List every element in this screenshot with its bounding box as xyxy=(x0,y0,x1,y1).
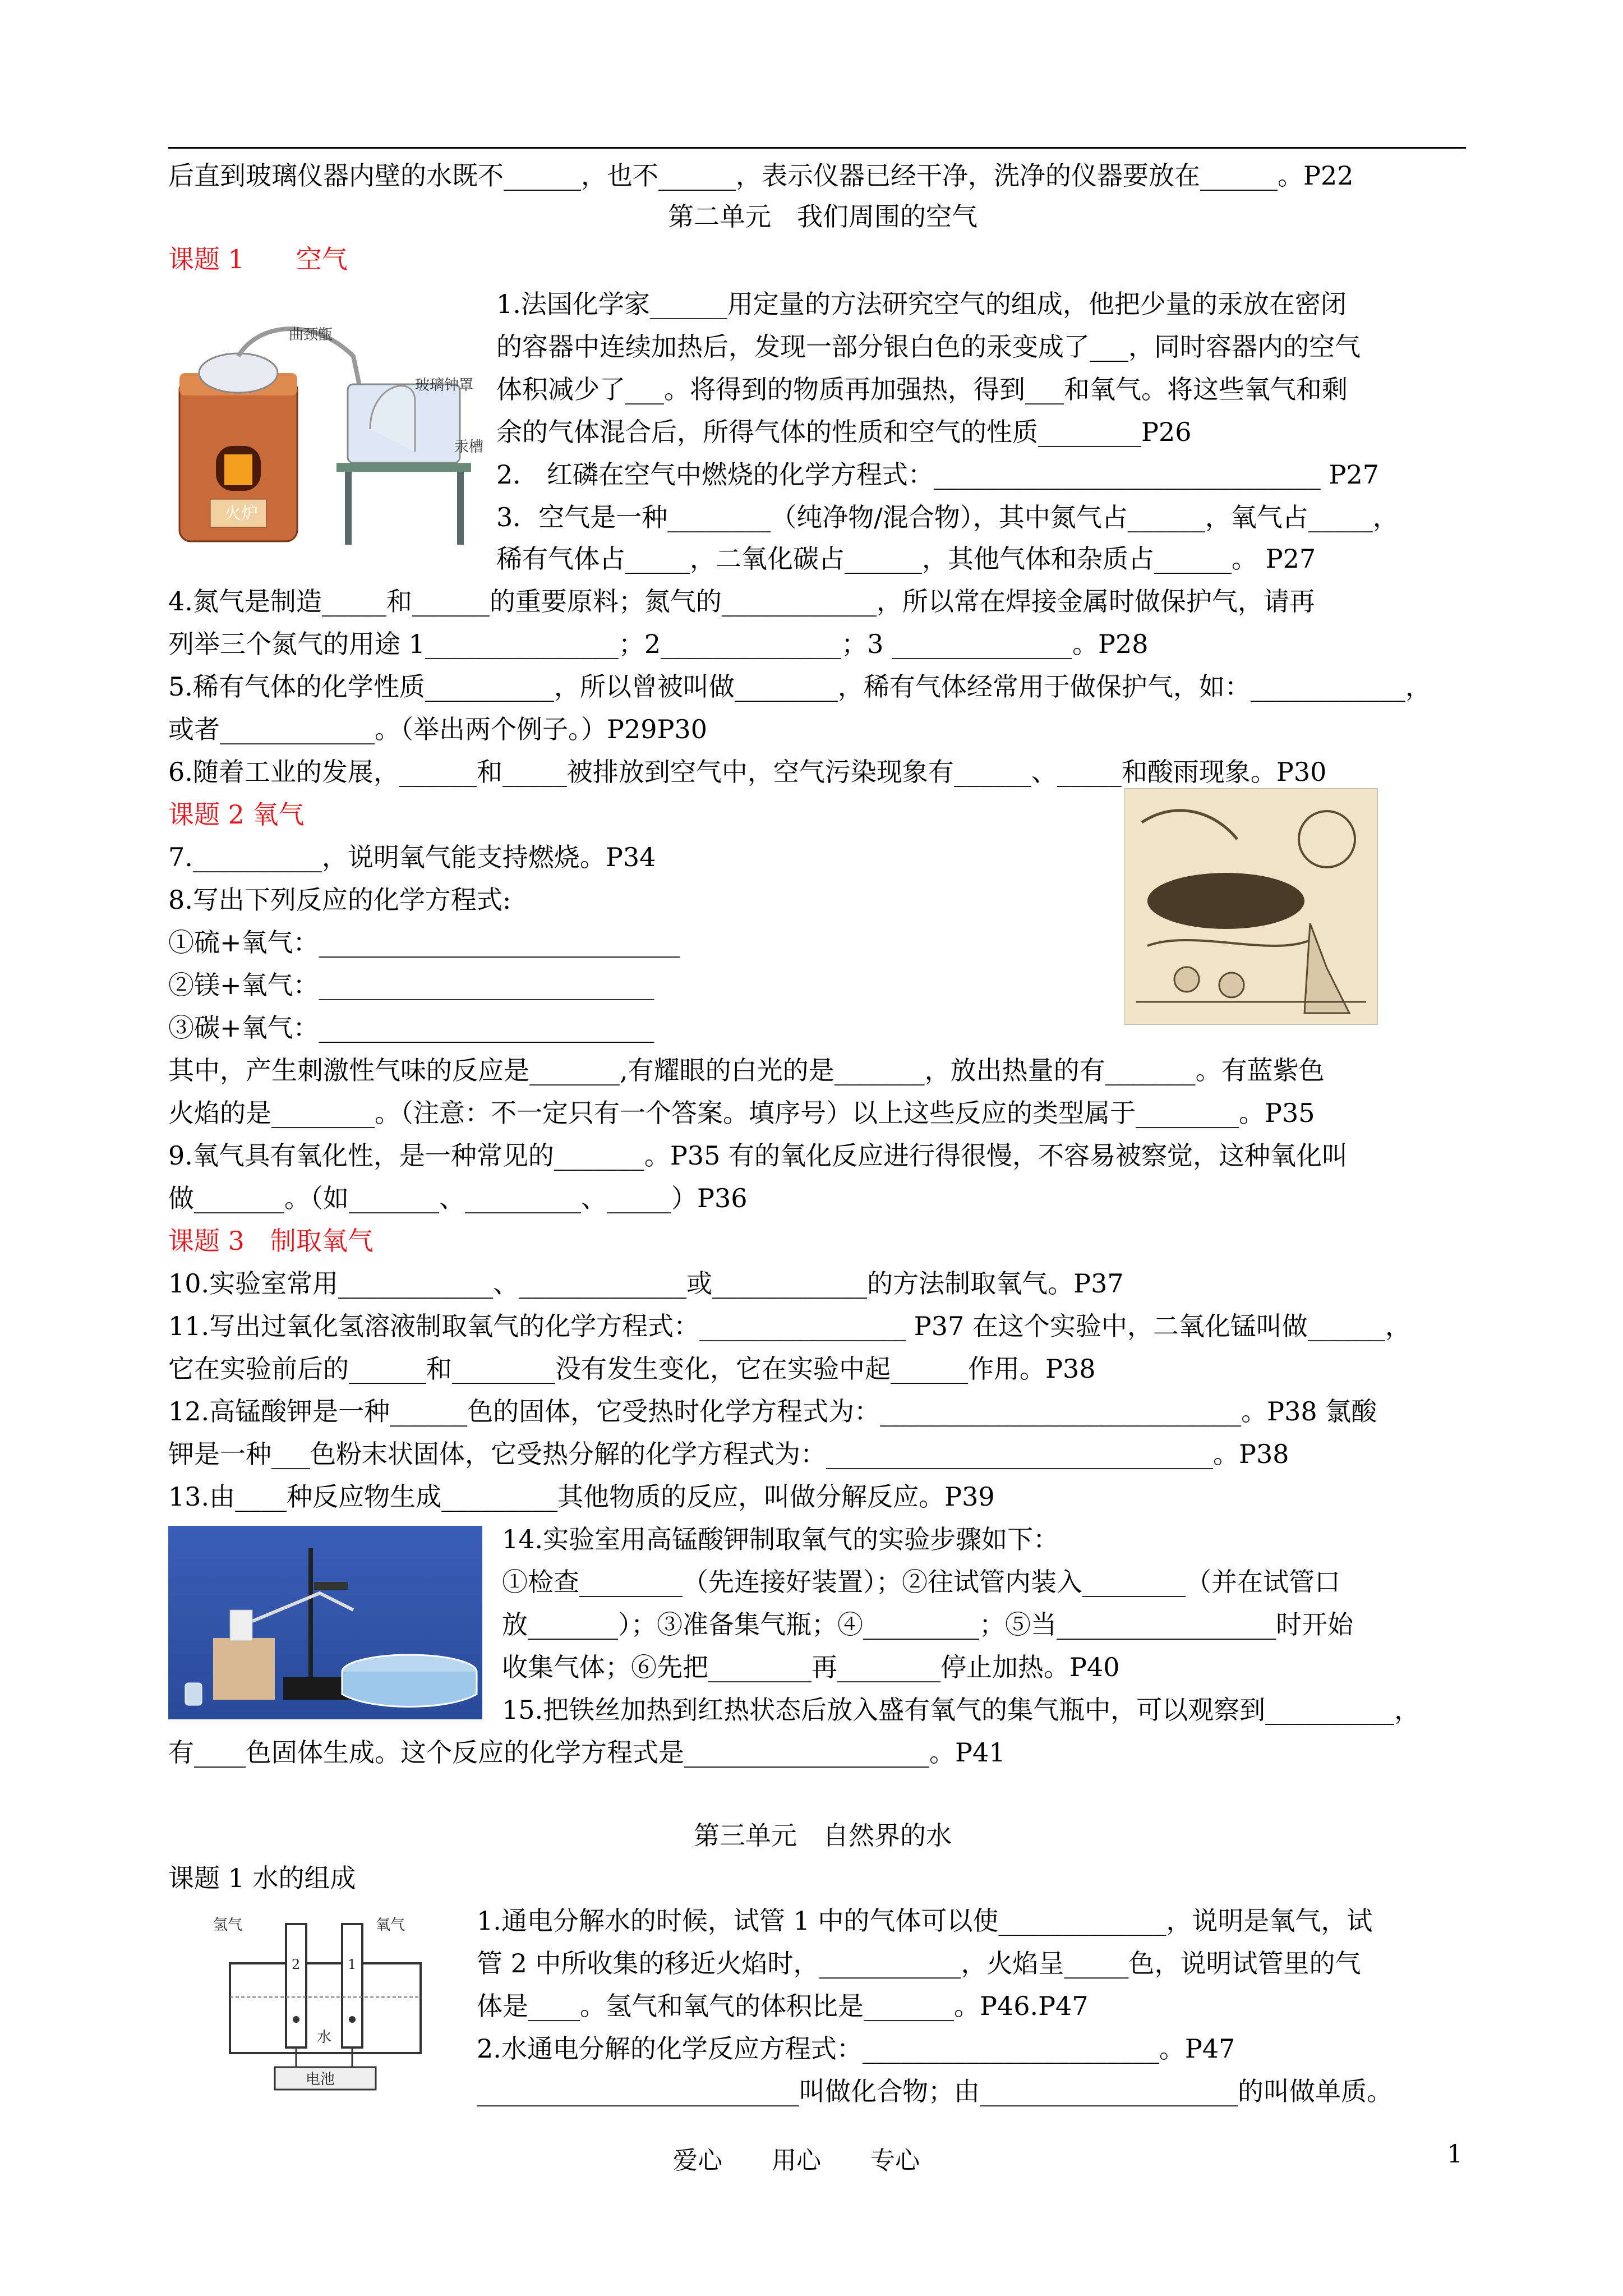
topic3-heading: 课题 3 制取氧气 xyxy=(168,1226,374,1256)
q14-line1: 14.实验室用高锰酸钾制取氧气的实验步骤如下： xyxy=(502,1524,1059,1554)
q6: 6.随着工业的发展，______和_____被排放到空气中，空气污染现象有______、_____和酸雨现象。P30 xyxy=(168,757,1327,787)
fig3-label-water: 水 xyxy=(317,2029,332,2046)
footer-motto: 爱心 用心 专心 xyxy=(673,2146,920,2175)
q8-intro: 8.写出下列反应的化学方程式: xyxy=(168,885,511,915)
q8-carbon: ③碳+氧气：__________________________ xyxy=(168,1013,654,1043)
w2-line1: 2.水通电分解的化学反应方程式：_______________________。P47 xyxy=(477,2033,1235,2064)
q15-line2: 有____色固体生成。这个反应的化学方程式是___________________。P41 xyxy=(168,1737,1006,1768)
w1-line2: 管 2 中所收集的移近火焰时，___________，火焰呈_____色，说明试管里的气 xyxy=(477,1948,1361,1978)
w1-line1: 1.通电分解水的时候，试管 1 中的气体可以使_____________，说明是氧气，试 xyxy=(477,1906,1373,1936)
fig1-label-furnace: 火炉 xyxy=(224,504,258,523)
q1-line4: 余的气体混合后，所得气体的性质和空气的性质________P26 xyxy=(496,417,1192,447)
electrolysis-figure xyxy=(208,1907,443,2098)
q4-line1: 4.氮气是制造_____和______的重要原料；氮气的____________，所以常在焊接金属时做保护气，请再 xyxy=(168,586,1315,616)
fig3-label-battery: 电池 xyxy=(306,2071,335,2088)
q13: 13.由____种反应物生成_________其他物质的反应，叫做分解反应。P39 xyxy=(168,1481,995,1512)
q3-line2: 稀有气体占_____，二氧化碳占______，其他气体和杂质占______。 P27 xyxy=(496,544,1316,574)
fig3-label-hydrogen: 氢气 xyxy=(213,1917,243,1934)
topic4-heading: 课题 1 水的组成 xyxy=(168,1863,356,1893)
unit3-title: 第三单元 自然界的水 xyxy=(694,1820,952,1851)
fig3-label-tube2: 2 xyxy=(292,1957,301,1972)
q1-line1: 1.法国化学家______用定量的方法研究空气的组成，他把少量的汞放在密闭 xyxy=(496,289,1347,319)
q9-line1: 9.氧气具有氧化性，是一种常见的_______。P35 有的氧化反应进行得很慢，不容易被察觉，这种氧化叫 xyxy=(168,1140,1348,1171)
q12-line1: 12.高锰酸钾是一种______色的固体，它受热时化学方程式为：____________________________。P38 氯酸 xyxy=(168,1396,1377,1427)
q10: 10.实验室常用____________、_____________或____________的方法制取氧气。P37 xyxy=(168,1268,1124,1299)
q14-line2: ①检查________（先连接好装置）；②往试管内装入________（并在试管口 xyxy=(502,1567,1340,1597)
w1-line3: 体是____。氢气和氧气的体积比是_______。P46.P47 xyxy=(477,1991,1089,2021)
q4-line2: 列举三个氮气的用途 1_______________；2______________；3 ______________。P28 xyxy=(168,629,1149,659)
q8-magnesium: ②镁+氧气：__________________________ xyxy=(168,970,654,1000)
page-number: 1 xyxy=(1447,2140,1463,2169)
top-line: 后直到玻璃仪器内壁的水既不______，也不______，表示仪器已经干净，洗净的仪器要放在______。P22 xyxy=(168,160,1354,191)
oxygen-lab-setup-figure xyxy=(168,1526,482,1719)
q1-line2: 的容器中连续加热后，发现一部分银白色的汞变成了___，同时容器内的空气 xyxy=(496,332,1361,362)
q2: 2． 红磷在空气中燃烧的化学方程式：______________________________ P27 xyxy=(496,459,1379,490)
q1-line3: 体积减少了___。将得到的物质再加强热，得到___和氧气。将这些氧气和剩 xyxy=(496,374,1348,404)
unit2-title: 第二单元 我们周围的空气 xyxy=(668,201,978,232)
lavoisier-apparatus-figure xyxy=(168,311,488,547)
header-rule xyxy=(168,147,1466,149)
q5-line2: 或者____________。（举出两个例子。）P29P30 xyxy=(168,714,707,744)
oxygen-cartoon-figure xyxy=(1124,788,1378,1025)
q15-line1: 15.把铁丝加热到红热状态后放入盛有氧气的集气瓶中，可以观察到__________， xyxy=(502,1695,1421,1725)
q5-line1: 5.稀有气体的化学性质__________，所以曾被叫做________，稀有气体经常用于做保护气，如：____________， xyxy=(168,671,1431,702)
q11-line1: 11.写出过氧化氢溶液制取氧气的化学方程式：________________ P37 在这个实验中，二氧化锰叫做______， xyxy=(168,1311,1411,1341)
topic2-heading: 课题 2 氧气 xyxy=(168,799,305,830)
q9-line2: 做_______。（如_______、_________、_____）P36 xyxy=(168,1183,748,1213)
q7: 7.__________，说明氧气能支持燃烧。P34 xyxy=(168,842,656,872)
fig1-label-bell-jar: 玻璃钟罩 xyxy=(415,377,474,394)
fig3-label-tube1: 1 xyxy=(348,1957,357,1972)
q8-sulfur: ①硫+氧气：____________________________ xyxy=(168,927,680,958)
q3-line1: 3．空气是一种________（纯净物/混合物），其中氮气占______，氧气占_____， xyxy=(496,502,1399,532)
q14-line3: 放_______）；③准备集气瓶；④_________；⑤当_________________时开始 xyxy=(502,1609,1353,1640)
fig3-label-oxygen: 氧气 xyxy=(376,1917,405,1934)
q14-line4: 收集气体；⑥先把________再________停止加热。P40 xyxy=(502,1652,1120,1682)
w2-line2: _________________________叫做化合物；由____________________的叫做单质。 xyxy=(477,2076,1393,2106)
q12-line2: 钾是一种___色粉末状固体，它受热分解的化学方程式为：______________________________。P38 xyxy=(168,1439,1289,1469)
fig1-label-trough: 汞槽 xyxy=(454,439,484,455)
topic1-heading: 课题 1 空气 xyxy=(168,244,348,274)
fig1-label-retort: 曲颈甑 xyxy=(289,326,333,343)
q8-line6: 火焰的是________。（注意：不一定只有一个答案。填序号）以上这些反应的类型属于________。P35 xyxy=(168,1098,1315,1128)
q11-line2: 它在实验前后的______和________没有发生变化，它在实验中起______作用。P38 xyxy=(168,1354,1096,1384)
q8-line5: 其中，产生刺激性气味的反应是_______,有耀眼的白光的是_______，放出热量的有_______。有蓝紫色 xyxy=(168,1055,1325,1085)
